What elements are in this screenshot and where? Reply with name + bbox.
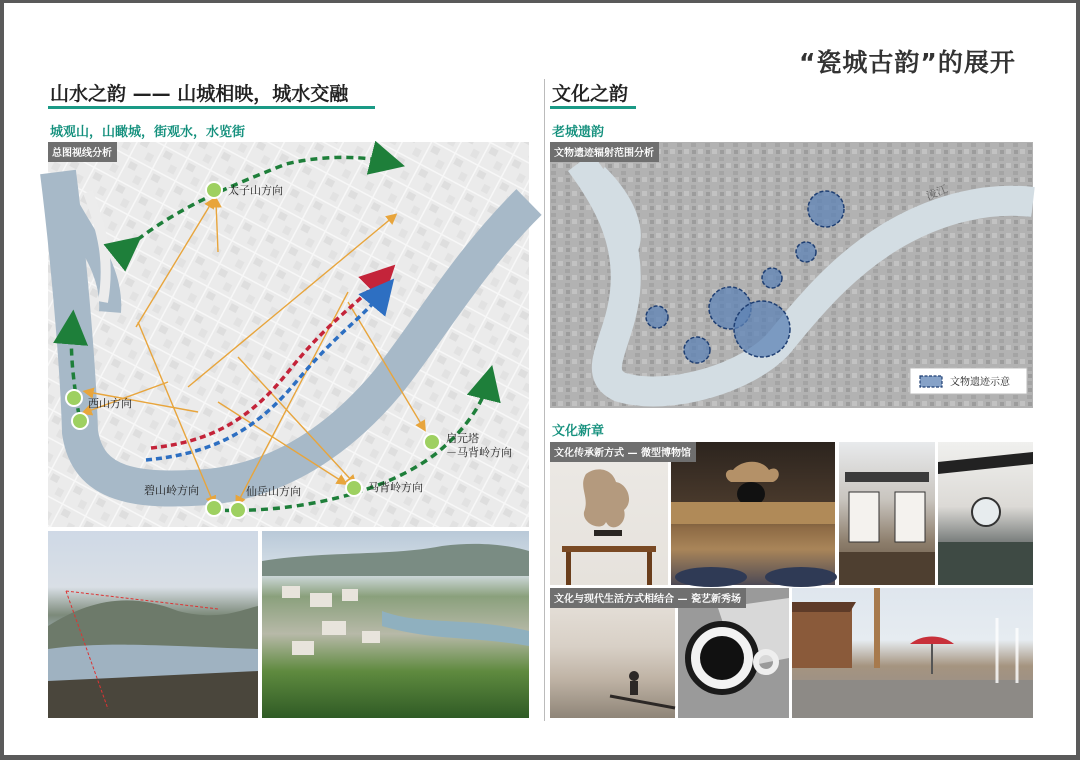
photo-courtyard xyxy=(938,442,1033,585)
sightline-map-tag: 总图视线分析 xyxy=(48,142,117,162)
label-qiyuan-mabei: －马背岭方向 xyxy=(446,446,512,459)
sightline-map xyxy=(48,142,529,527)
photo-tea-table xyxy=(554,442,835,585)
document-title: “瓷城古韵”的展开 xyxy=(799,48,1016,77)
label-mabei: 马背岭方向 xyxy=(368,481,423,494)
photo-stone-sculpture xyxy=(550,442,668,585)
label-qiyuan: 启元塔 xyxy=(446,432,479,445)
legend-label: 文物遗迹示意 xyxy=(950,377,1010,388)
right-section-title: 文化之韵 xyxy=(552,83,629,105)
modern-life-tag: 文化与现代生活方式相结合 — 瓷艺新秀场 xyxy=(550,588,746,608)
photo-river-view xyxy=(48,531,258,718)
label-xishan: 西山方向 xyxy=(88,397,132,410)
river-label: 淩江 xyxy=(924,182,950,203)
left-section-title: 山水之韵 —— 山城相映，城水交融 xyxy=(50,83,349,105)
legend-swatch xyxy=(920,376,942,387)
photo-silhouette-lake xyxy=(550,588,741,718)
label-taizi: 太子山方向 xyxy=(228,184,283,197)
left-title-underline xyxy=(48,106,375,109)
left-subtitle: 城观山，山瞰城，街观水，水览街 xyxy=(50,125,246,140)
section-divider xyxy=(544,79,545,721)
right-subtitle-old-city: 老城遗韵 xyxy=(552,125,605,140)
page xyxy=(4,3,1076,755)
right-title-underline xyxy=(550,106,636,109)
right-subtitle-new-chapter: 文化新章 xyxy=(552,424,605,439)
heritage-map xyxy=(550,142,1033,408)
photo-city-aerial xyxy=(262,531,529,718)
heritage-map-tag: 文物遗迹辐射范围分析 xyxy=(550,142,659,162)
museum-tag: 文化传承新方式 — 微型博物馆 xyxy=(550,442,696,462)
label-bishan: 碧山岭方向 xyxy=(144,484,199,497)
photo-interior-atrium xyxy=(839,442,935,585)
label-xianyue: 仙岳山方向 xyxy=(246,485,301,498)
photo-plaza-show xyxy=(792,588,1033,718)
